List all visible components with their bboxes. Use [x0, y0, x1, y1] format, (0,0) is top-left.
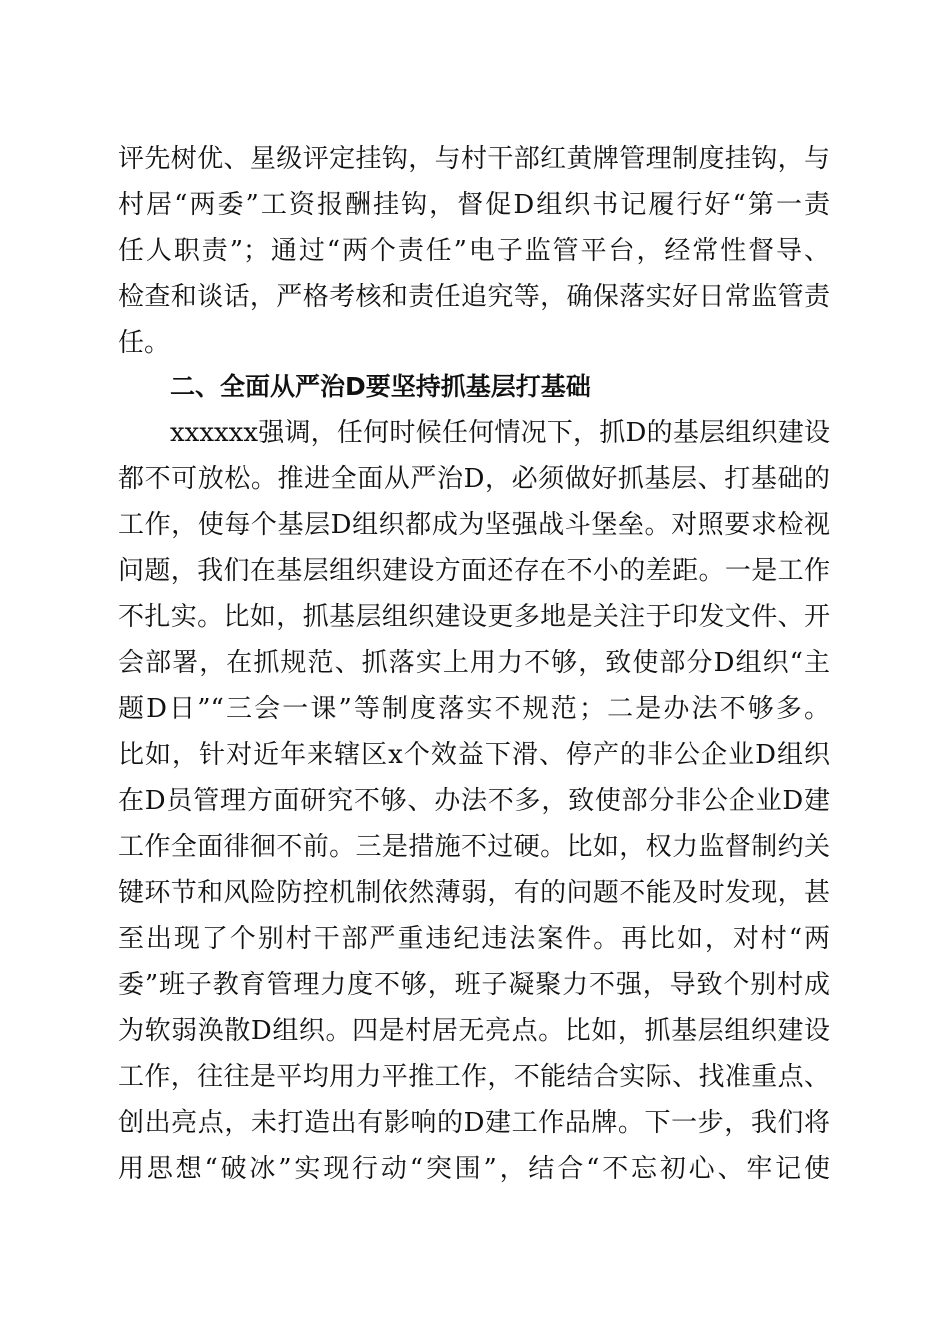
- paragraph-2-line: 问题，我们在基层组织建设方面还存在不小的差距。一是工作: [118, 556, 830, 586]
- paragraph-2-line: 会部署，在抓规范、抓落实上用力不够，致使部分D组织“主: [118, 648, 830, 678]
- paragraph-2-line: 为软弱涣散D组织。四是村居无亮点。比如，抓基层组织建设: [118, 1016, 830, 1046]
- paragraph-2-line: xxxxxx强调，任何时候任何情况下，抓D的基层组织建设: [170, 418, 830, 448]
- paragraph-2-line: 都不可放松。推进全面从严治D，必须做好抓基层、打基础的: [118, 464, 830, 494]
- paragraph-2: [118, 410, 830, 1192]
- paragraph-2-line: 至出现了个别村干部严重违纪违法案件。再比如，对村“两: [118, 924, 830, 954]
- paragraph-2-line: 用思想“破冰”实现行动“突围”，结合“不忘初心、牢记使: [118, 1154, 830, 1184]
- paragraph-1: [118, 136, 830, 366]
- paragraph-1-line: 任人职责”；通过“两个责任”电子监管平台，经常性督导、: [118, 236, 830, 266]
- paragraph-2-line: 工作，往往是平均用力平推工作，不能结合实际、找准重点、: [118, 1062, 830, 1092]
- paragraph-2-line: 题D日”“三会一课”等制度落实不规范；二是办法不够多。: [118, 694, 830, 724]
- paragraph-2-line: 委”班子教育管理力度不够，班子凝聚力不强，导致个别村成: [118, 970, 830, 1000]
- paragraph-2-line: 工作，使每个基层D组织都成为坚强战斗堡垒。对照要求检视: [118, 510, 830, 540]
- paragraph-2-line: 在D员管理方面研究不够、办法不多，致使部分非公企业D建: [118, 786, 830, 816]
- paragraph-2-line: 创出亮点，未打造出有影响的D建工作品牌。下一步，我们将: [118, 1108, 830, 1138]
- paragraph-1-line: 评先树优、星级评定挂钩，与村干部红黄牌管理制度挂钩，与: [118, 144, 830, 174]
- paragraph-2-line: 工作全面徘徊不前。三是措施不过硬。比如，权力监督制约关: [118, 832, 830, 862]
- section-heading: 二、全面从严治D要坚持抓基层打基础: [170, 372, 591, 401]
- paragraph-1-line: 任。: [118, 328, 171, 358]
- paragraph-1-line: 检查和谈话，严格考核和责任追究等，确保落实好日常监管责: [118, 282, 830, 312]
- paragraph-2-line: 比如，针对近年来辖区x个效益下滑、停产的非公企业D组织: [118, 740, 830, 770]
- paragraph-2-line: 不扎实。比如，抓基层组织建设更多地是关注于印发文件、开: [118, 602, 830, 632]
- paragraph-2-line: 键环节和风险防控机制依然薄弱，有的问题不能及时发现，甚: [118, 878, 830, 908]
- paragraph-1-line: 村居“两委”工资报酬挂钩，督促D组织书记履行好“第一责: [118, 190, 830, 220]
